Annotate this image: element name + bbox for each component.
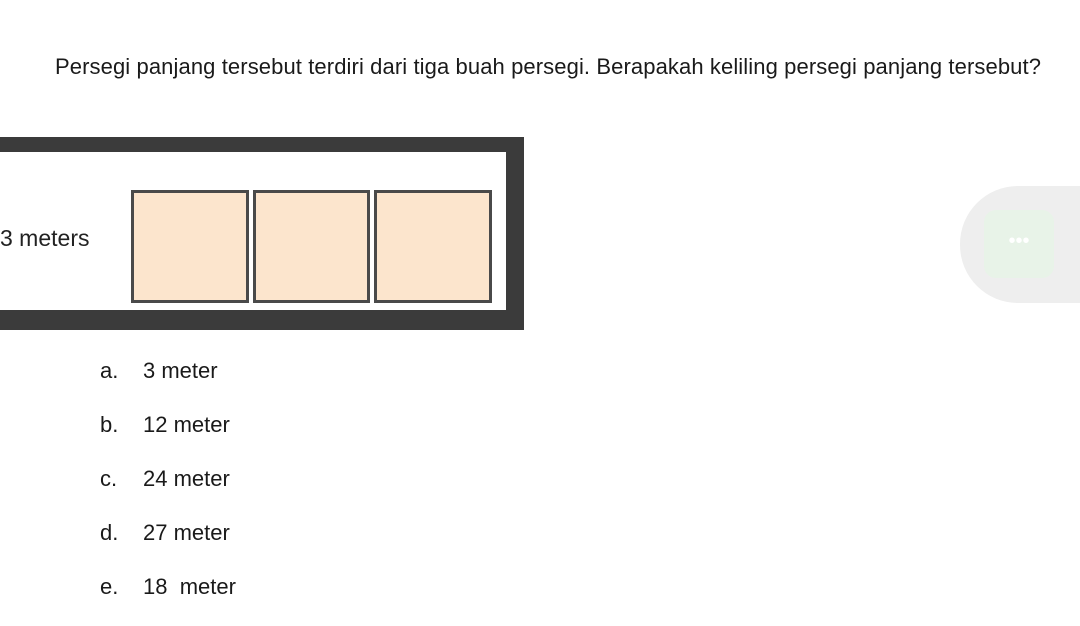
option-d[interactable]: [100, 517, 236, 571]
option-letter: d.: [100, 520, 119, 545]
squares-row: [131, 190, 492, 303]
option-text: 24 meter: [143, 466, 230, 491]
option-text: 3 meter: [143, 358, 218, 383]
answer-options: [100, 355, 236, 625]
option-letter: c.: [100, 466, 118, 491]
option-text: 18 meter: [143, 574, 236, 599]
option-e[interactable]: [100, 571, 236, 625]
option-letter: a.: [100, 358, 119, 383]
figure-canvas: [0, 152, 506, 310]
option-text: 27 meter: [143, 520, 230, 545]
option-a[interactable]: [100, 355, 236, 409]
option-b[interactable]: [100, 409, 236, 463]
square-2: [253, 190, 371, 303]
square-1: [131, 190, 249, 303]
rectangle-figure: [0, 137, 524, 330]
option-text: 12 meter: [143, 412, 230, 437]
square-3: [374, 190, 492, 303]
question-text: Persegi panjang tersebut terdiri dari tiga buah persegi. Berapakah keliling persegi panjang tersebut?: [55, 54, 1042, 79]
option-c[interactable]: [100, 463, 236, 517]
option-letter: b.: [100, 412, 119, 437]
side-length-label: 3 meters: [0, 225, 90, 251]
option-letter: e.: [100, 574, 119, 599]
floating-chat-panel: [960, 186, 1080, 303]
ellipsis-icon[interactable]: •••: [984, 210, 1054, 278]
